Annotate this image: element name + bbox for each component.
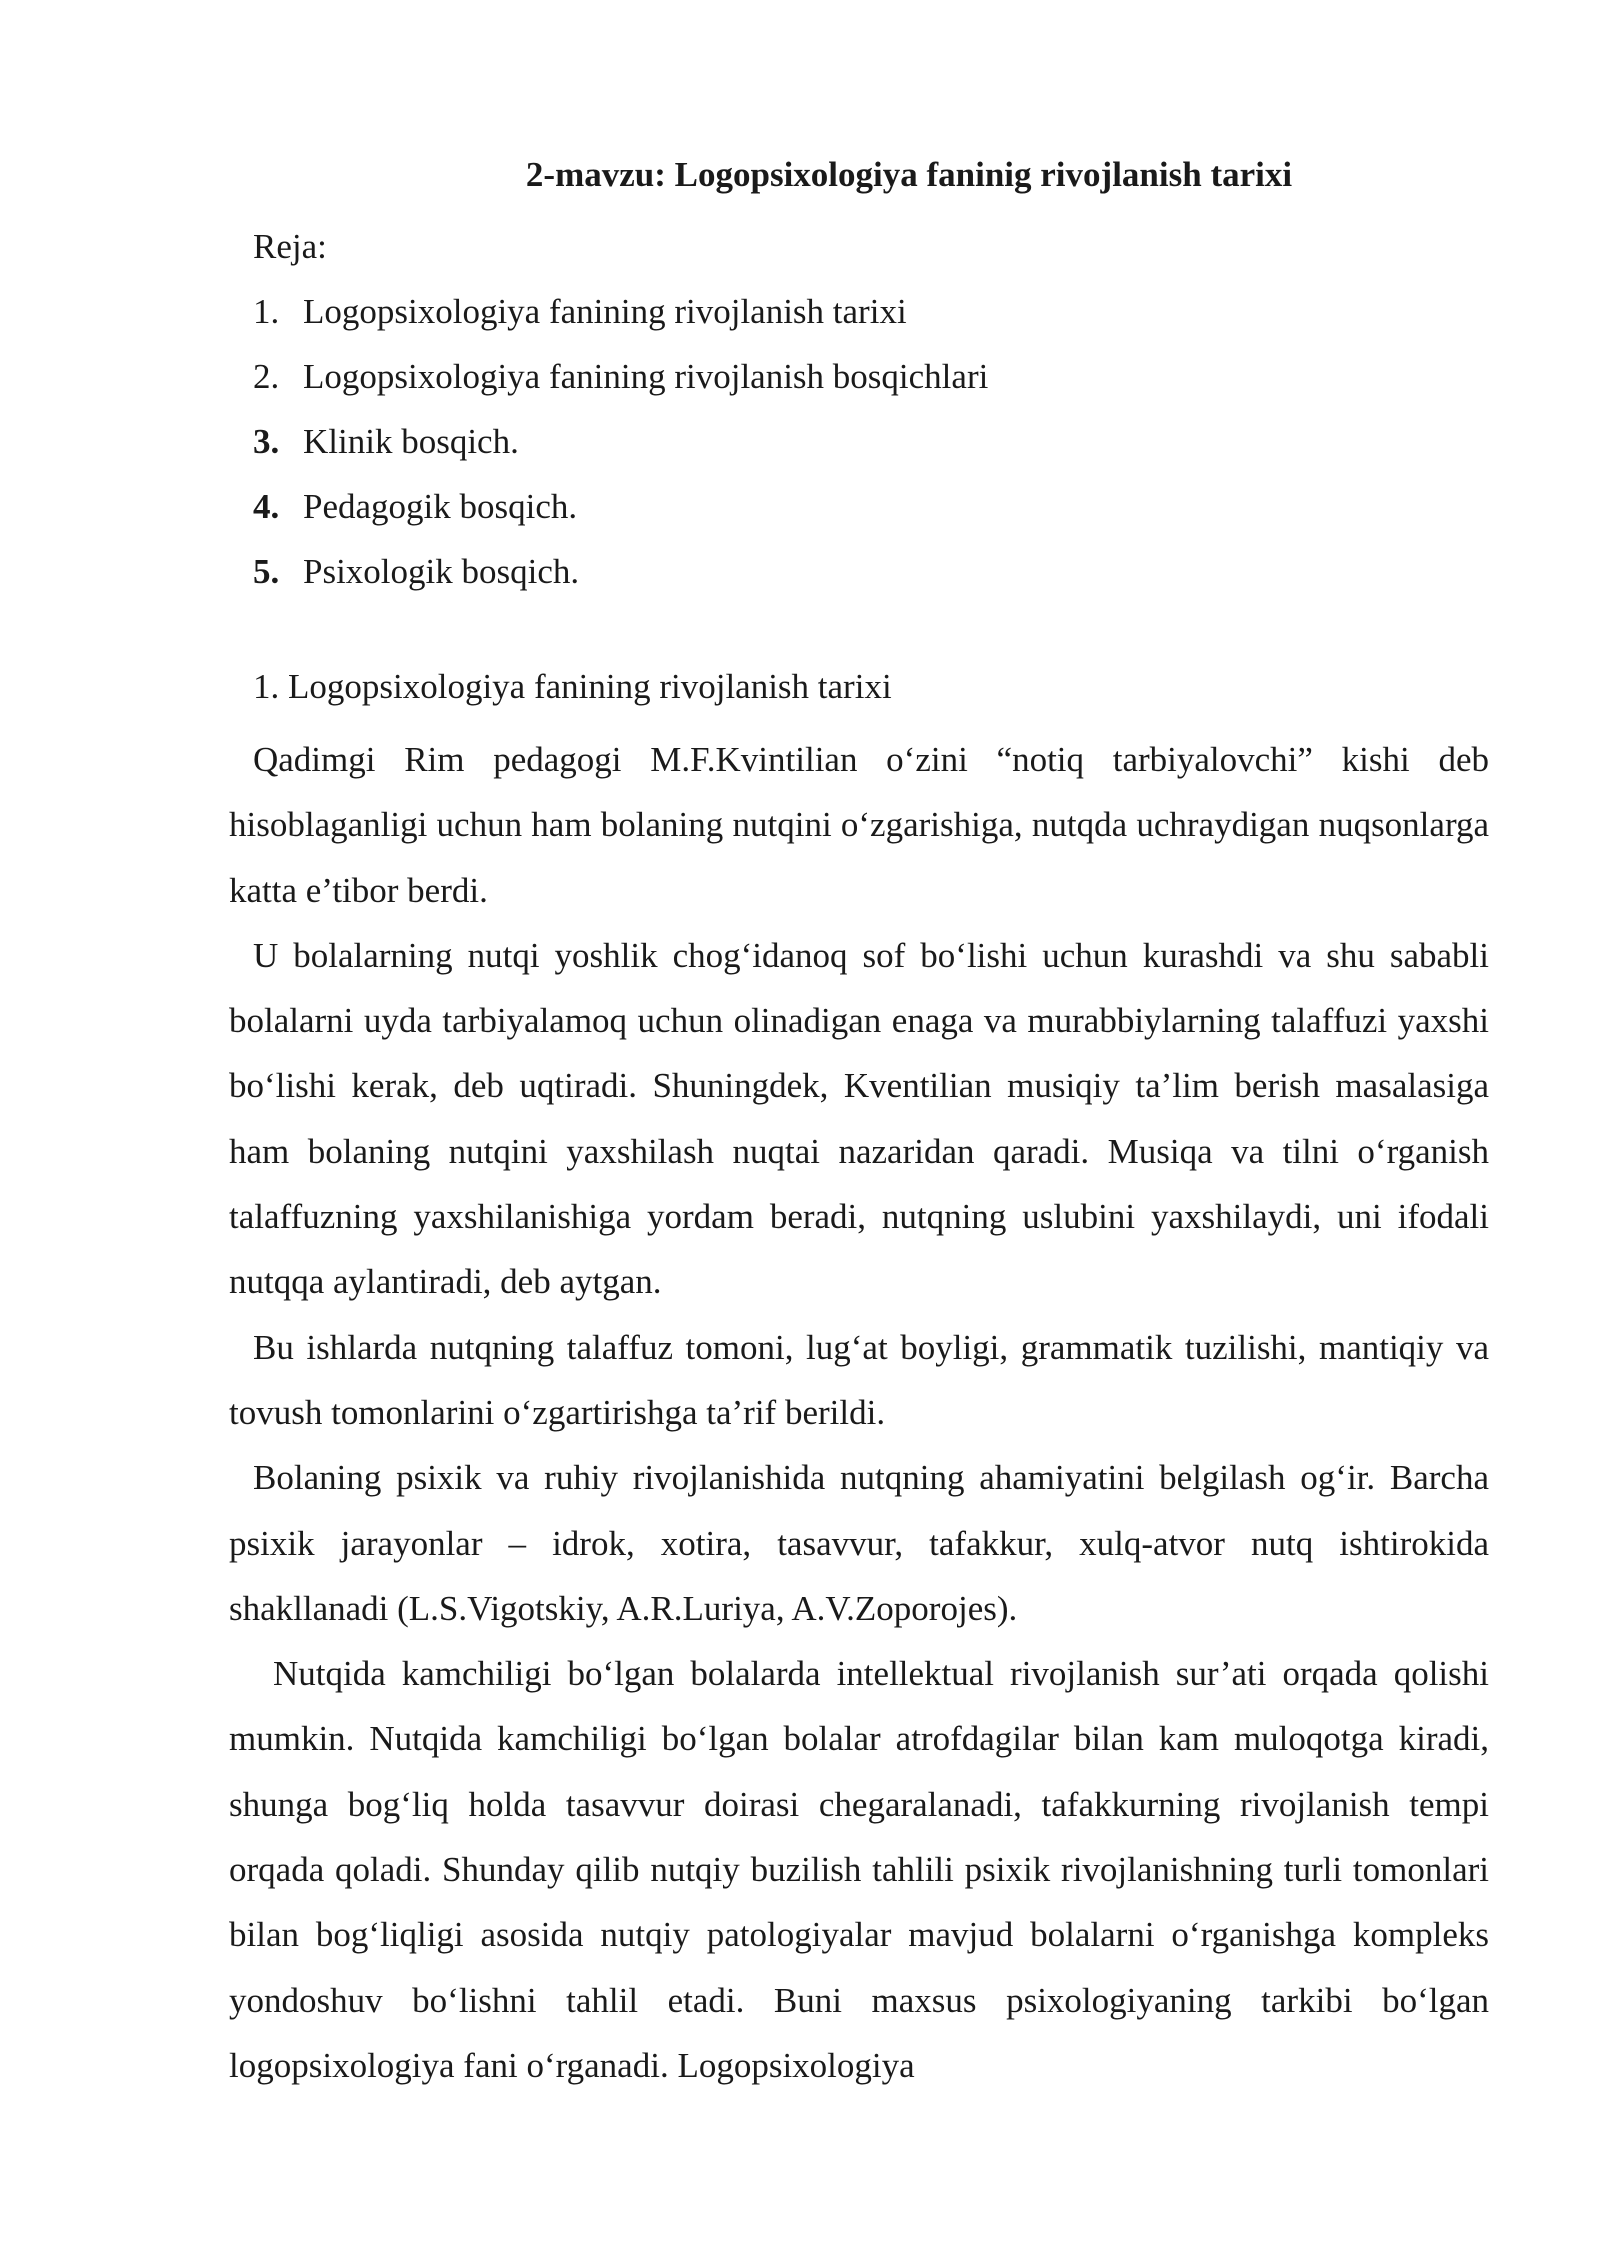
plan-item-text: Logopsixologiya fanining rivojlanish bosqichlari [303, 357, 989, 396]
plan-item-number: 2. [253, 357, 280, 396]
plan-item [253, 352, 1489, 402]
section-heading: 1. Logopsixologiya fanining rivojlanish tarixi [253, 667, 892, 706]
body-paragraph: Nutqida kamchiligi bo‘lgan bolalarda intellektual rivojlanish sur’ati orqada qolishi mumkin. Nutqida kamchiligi bo‘lgan bolalar atrofdagilar bilan kam muloqotga kiradi, shunga bog‘liq holda tasavvur doirasi chegaralanadi, tafakkurning rivojlanish tempi orqada qoladi. Shunday qilib nutqiy buzilish tahlili psixik rivojlanishning turli tomonlari bilan bog‘liqligi asosida nutqiy patologiyalar mavjud bolalarni o‘rganishga kompleks yondoshuv bo‘lishni tahlil etadi. Buni maxsus psixologiyaning tarkibi bo‘lgan logopsixologiya fani o‘rganadi. Logopsixologiya [229, 1654, 1489, 2085]
plan-item [253, 287, 1489, 337]
plan-item-number: 3. [253, 422, 280, 461]
body-paragraph: U bolalarning nutqi yoshlik chog‘idanoq sof bo‘lishi uchun kurashdi va shu sababli bolalarni uyda tarbiyalamoq uchun olinadigan enaga va murabbiylarning talaffuzi yaxshi bo‘lishi kerak, deb uqtiradi. Shuningdek, Kventilian musiqiy ta’lim berish masalasiga ham bolaning nutqini yaxshilash nuqtai nazaridan qaradi. Musiqa va tilni o‘rganish talaffuzning yaxshilanishiga yordam beradi, nutqning uslubini yaxshilaydi, uni ifodali nutqqa aylantiradi, deb aytgan. [229, 935, 1489, 1302]
plan-item-text: Psixologik bosqich. [303, 552, 580, 591]
plan-item [253, 417, 1489, 467]
plan-list [229, 287, 1489, 597]
plan-item-text: Klinik bosqich. [303, 422, 519, 461]
plan-item-number: 5. [253, 552, 280, 591]
document-page [229, 150, 1489, 2098]
plan-item-number: 1. [253, 292, 280, 331]
body-paragraph: Bu ishlarda nutqning talaffuz tomoni, lug‘at boyligi, grammatik tuzilishi, mantiqiy va tovush tomonlarini o‘zgartirishga ta’rif berildi. [229, 1327, 1489, 1432]
document-title: 2-mavzu: Logopsixologiya faninig rivojlanish tarixi [525, 155, 1293, 194]
plan-item-text: Logopsixologiya fanining rivojlanish tarixi [303, 292, 907, 331]
body-paragraph: Bolaning psixik va ruhiy rivojlanishida nutqning ahamiyatini belgilash og‘ir. Barcha psixik jarayonlar – idrok, xotira, tasavvur, tafakkur, xulq-atvor nutq ishtirokida shakllanadi (L.S.Vigotskiy, A.R.Luriya, A.V.Zoporojes). [229, 1458, 1489, 1628]
plan-item [253, 482, 1489, 532]
body-paragraph: Qadimgi Rim pedagogi M.F.Kvintilian o‘zini “notiq tarbiyalovchi” kishi deb hisoblaganligi uchun ham bolaning nutqini o‘zgarishiga, nutqda uchraydigan nuqsonlarga katta e’tibor berdi. [229, 740, 1489, 910]
plan-item [253, 547, 1489, 597]
plan-label: Reja: [253, 227, 327, 266]
plan-item-number: 4. [253, 487, 280, 526]
plan-item-text: Pedagogik bosqich. [303, 487, 578, 526]
